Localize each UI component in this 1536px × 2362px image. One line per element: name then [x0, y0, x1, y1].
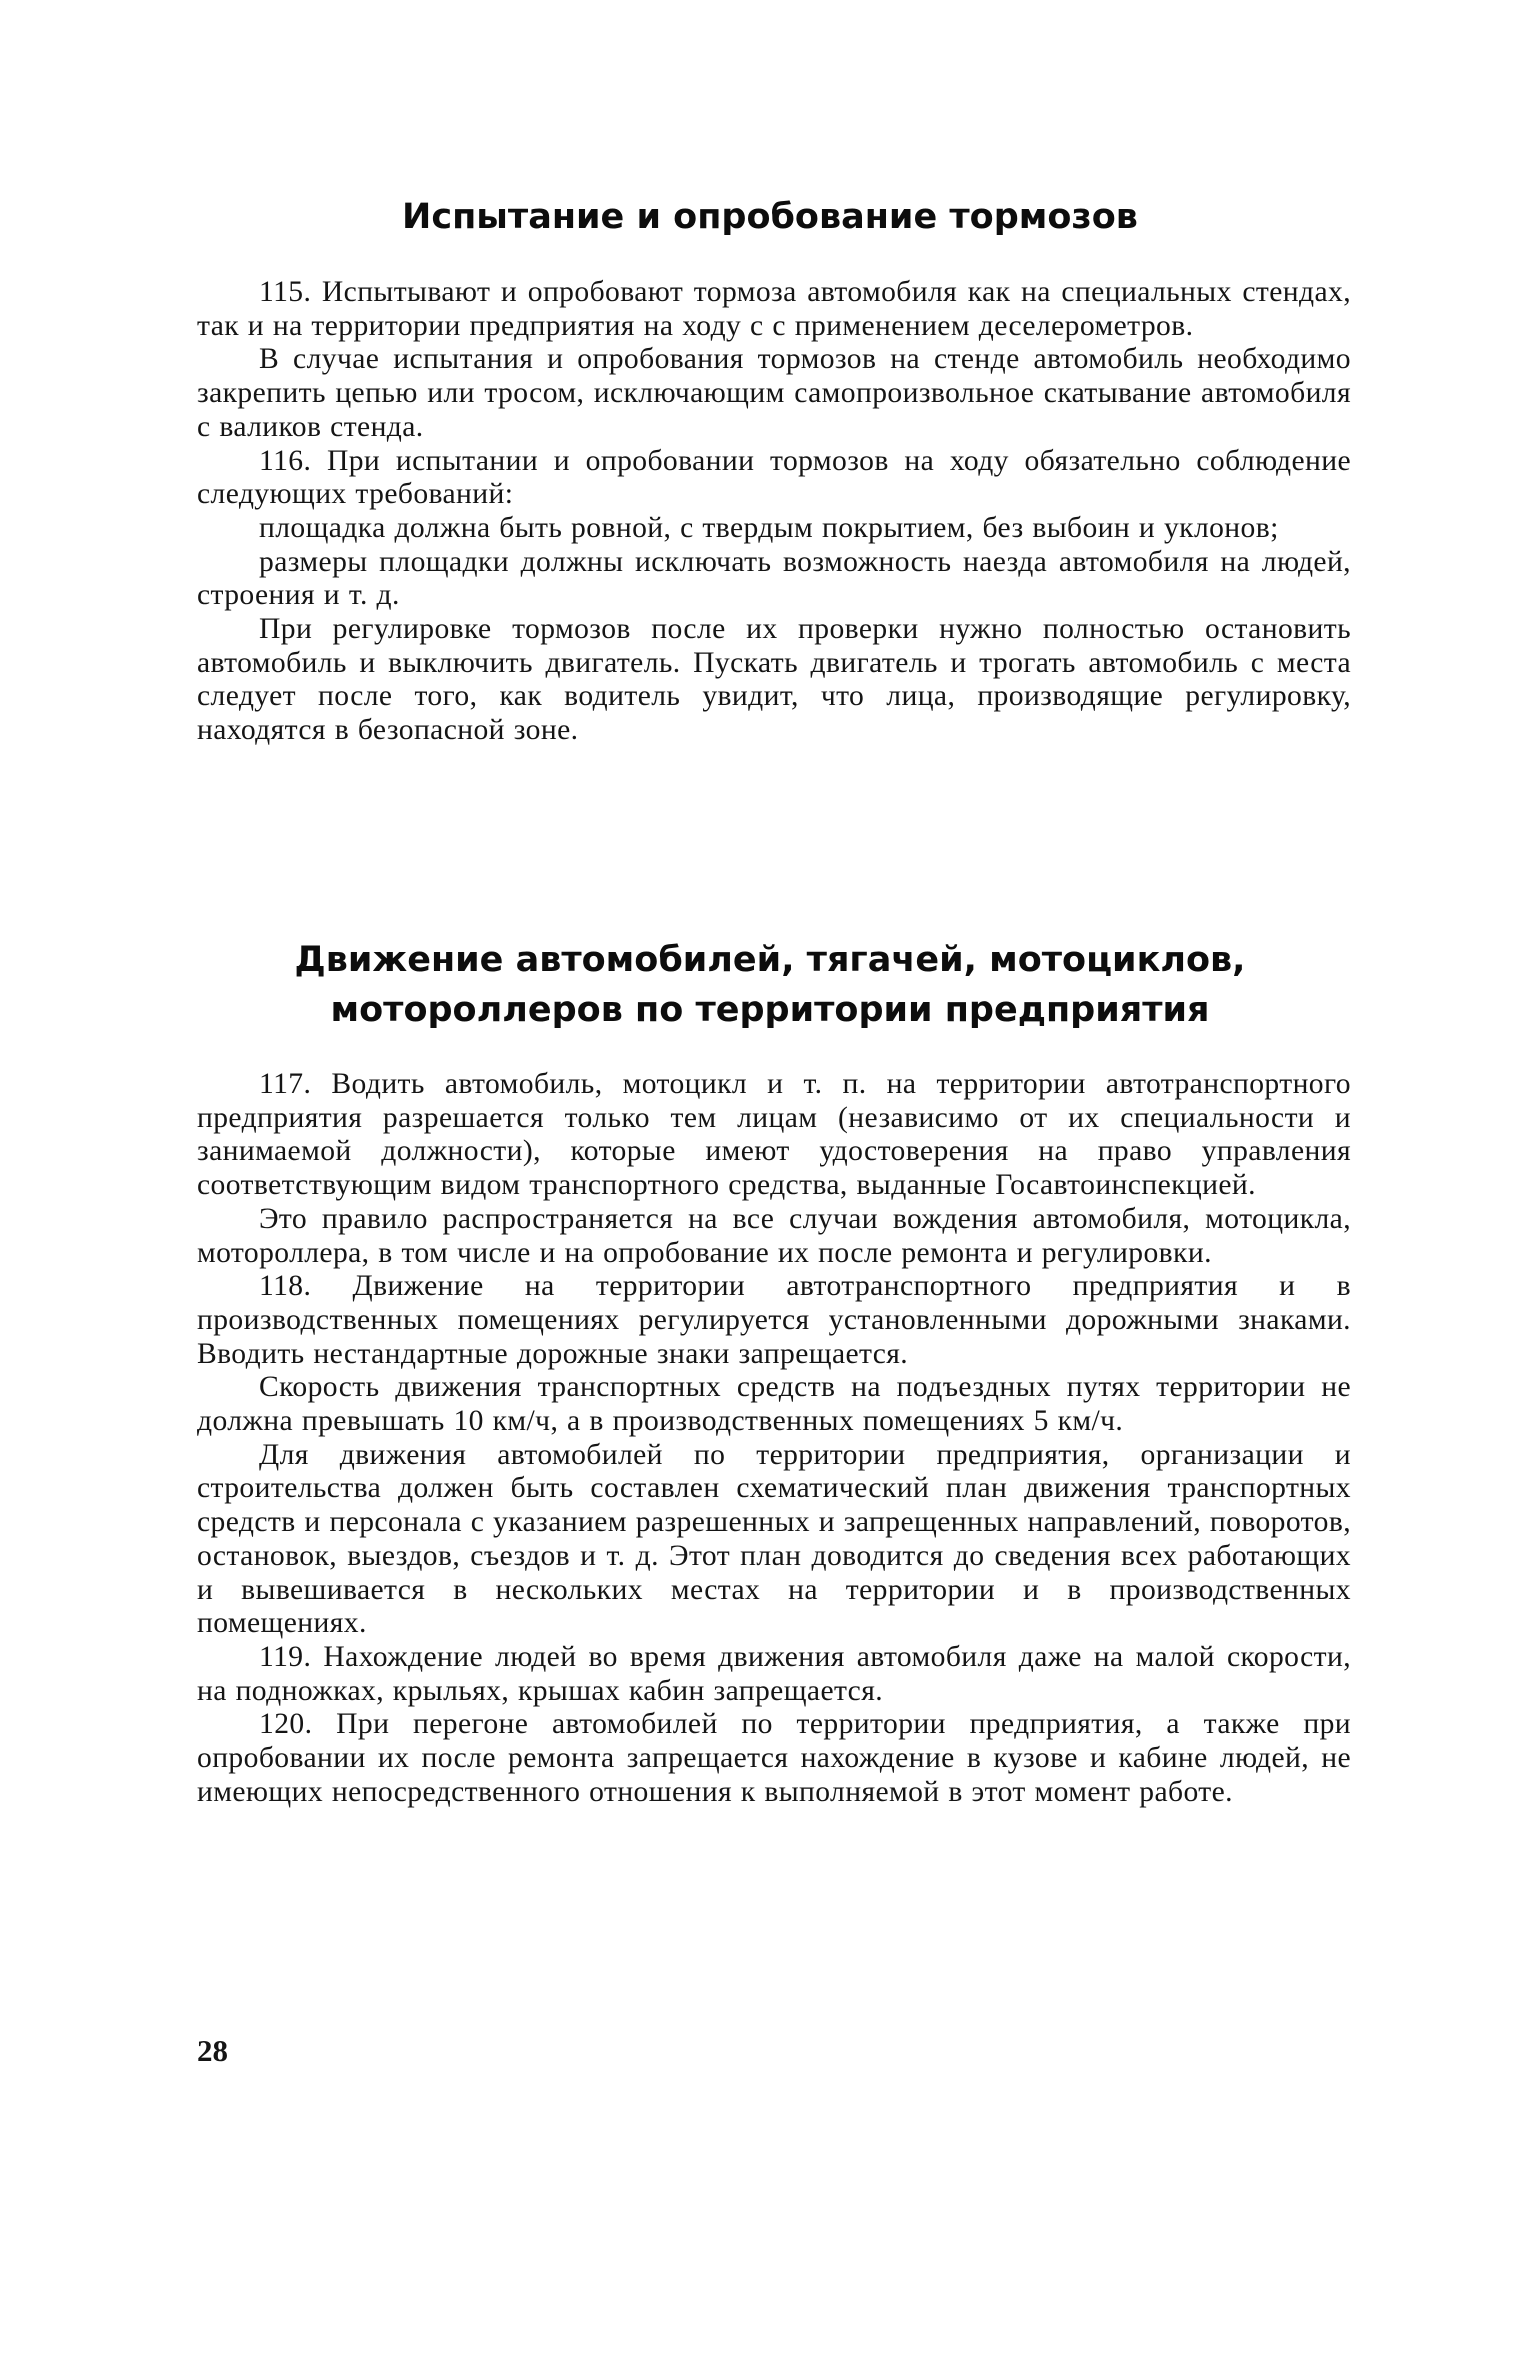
- section-brakes-body: [197, 276, 1351, 748]
- paragraph-stand-test: В случае испытания и опробования тормозов на стенде автомобиль необходимо закрепить цепью или тросом, исключающим самопроизвольное скатывание автомобиля с валиков стенда.: [197, 343, 1351, 443]
- paragraph-traffic-plan: Для движения автомобилей по территории предприятия, организации и строительства должен быть составлен схематический план движения транспортных средств и персонала с указанием разрешенных и запрещенных направлений, поворотов, остановок, выездов, съездов и т. д. Этот план доводится до сведения всех работающих и вывешивается в нескольких местах на территории и в производственных помещениях.: [197, 1438, 1351, 1640]
- paragraph-118: 118. Движение на территории автотранспортного предприятия и в производственных помещениях регулируется установленными дорожными знаками. Вводить нестандартные дорожные знаки запрещается.: [197, 1270, 1351, 1370]
- section-title-movement: [180, 935, 1360, 1035]
- paragraph-115: 115. Испытывают и опробовают тормоза автомобиля как на специальных стендах, так и на территории предприятия на ходу с с применением деселерометров.: [197, 276, 1351, 342]
- section-title-brakes: Испытание и опробование тормозов: [402, 197, 1138, 237]
- requirement-surface: площадка должна быть ровной, с твердым покрытием, без выбоин и уклонов;: [259, 511, 1279, 544]
- paragraph-rule-scope: Это правило распространяется на все случаи вождения автомобиля, мотоцикла, мотороллера, в том числе и на опробование их после ремонта и регулировки.: [197, 1202, 1351, 1269]
- section-title-movement-line2: мотороллеров по территории предприятия: [330, 990, 1210, 1030]
- paragraph-adjustment: При регулировке тормозов после их проверки нужно полностью остановить автомобиль и выключить двигатель. Пускать двигатель и трогать автомобиль с места следует после того, как водитель увидит, что лица, производящие регулировку, находятся в безопасной зоне.: [197, 613, 1351, 747]
- section-title-movement-line1: Движение автомобилей, тягачей, мотоциклов,: [294, 940, 1246, 980]
- paragraph-120: 120. При перегоне автомобилей по территории предприятия, а также при опробовании их после ремонта запрещается нахождение в кузове и кабине людей, не имеющих непосредственного отношения к выполняемой в этот момент работе.: [197, 1708, 1351, 1808]
- section-movement-body: [197, 1068, 1351, 1809]
- paragraph-119: 119. Нахождение людей во время движения автомобиля даже на малой скорости, на подножках, крыльях, крышах кабин запрещается.: [197, 1640, 1351, 1707]
- requirement-size: размеры площадки должны исключать возможность наезда автомобиля на людей, строения и т. д.: [197, 545, 1351, 612]
- paragraph-116: 116. При испытании и опробовании тормозов на ходу обязательно соблюдение следующих требований:: [197, 444, 1351, 511]
- paragraph-117: 117. Водить автомобиль, мотоцикл и т. п. на территории автотранспортного предприятия разрешается только тем лицам (независимо от их специальности и занимаемой должности), которые имеют удостоверения на право управления соответствующим видом транспортного средства, выданные Госавтоинспекцией.: [197, 1068, 1351, 1202]
- paragraph-speed-limit: Скорость движения транспортных средств на подъездных путях территории не должна превышать 10 км/ч, а в производственных помещениях 5 км/ч.: [197, 1371, 1351, 1438]
- page-number: 28: [197, 2033, 228, 2068]
